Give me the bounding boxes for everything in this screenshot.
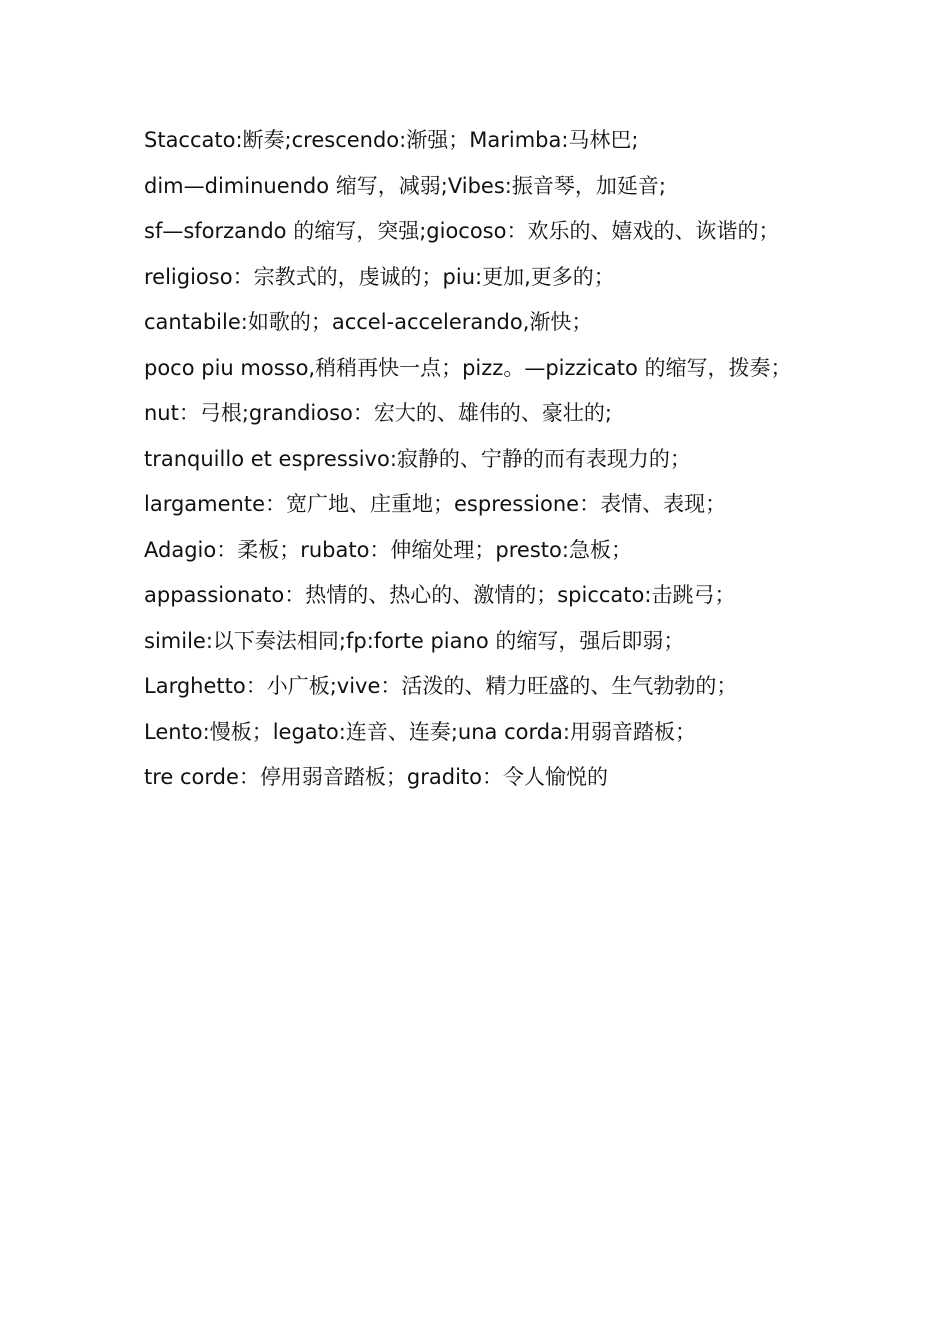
paragraph-11: appassionato：热情的、热心的、激情的；spiccato:击跳弓； <box>144 583 736 607</box>
paragraph-15: tre corde：停用弱音踏板；gradito：令人愉悦的 <box>144 765 608 789</box>
document-body <box>144 126 806 809</box>
paragraph-6: poco piu mosso,稍稍再快一点；pizz。—pizzicato 的缩写，拨奏； <box>144 355 792 380</box>
paragraph-10: Adagio：柔板；rubato：伸缩处理；presto:急板； <box>144 537 632 562</box>
paragraph-8: tranquillo et espressivo:寂静的、宁静的而有表现力的； <box>144 446 691 471</box>
paragraph-3: sf—sforzando 的缩写，突强;giocoso：欢乐的、嬉戏的、诙谐的； <box>144 219 780 243</box>
paragraph-5: cantabile:如歌的；accel-accelerando,渐快； <box>144 310 593 334</box>
paragraph-4: religioso：宗教式的，虔诚的；piu:更加,更多的； <box>144 264 615 289</box>
paragraph-12: simile:以下奏法相同;fp:forte piano 的缩写，强后即弱； <box>144 628 685 653</box>
paragraph-9: largamente：宽广地、庄重地；espressione：表情、表现； <box>144 492 727 516</box>
paragraph-13: Larghetto：小广板;vive：活泼的、精力旺盛的、生气勃勃的； <box>144 674 738 698</box>
paragraph-7: nut：弓根;grandioso：宏大的、雄伟的、豪壮的; <box>144 401 612 425</box>
paragraph-2: dim—diminuendo 缩写，减弱;Vibes:振音琴，加延音; <box>144 173 666 198</box>
paragraph-1: Staccato:断奏;crescendo:渐强；Marimba:马林巴; <box>144 128 639 152</box>
paragraph-14: Lento:慢板；legato:连音、连奏;una corda:用弱音踏板； <box>144 719 696 744</box>
